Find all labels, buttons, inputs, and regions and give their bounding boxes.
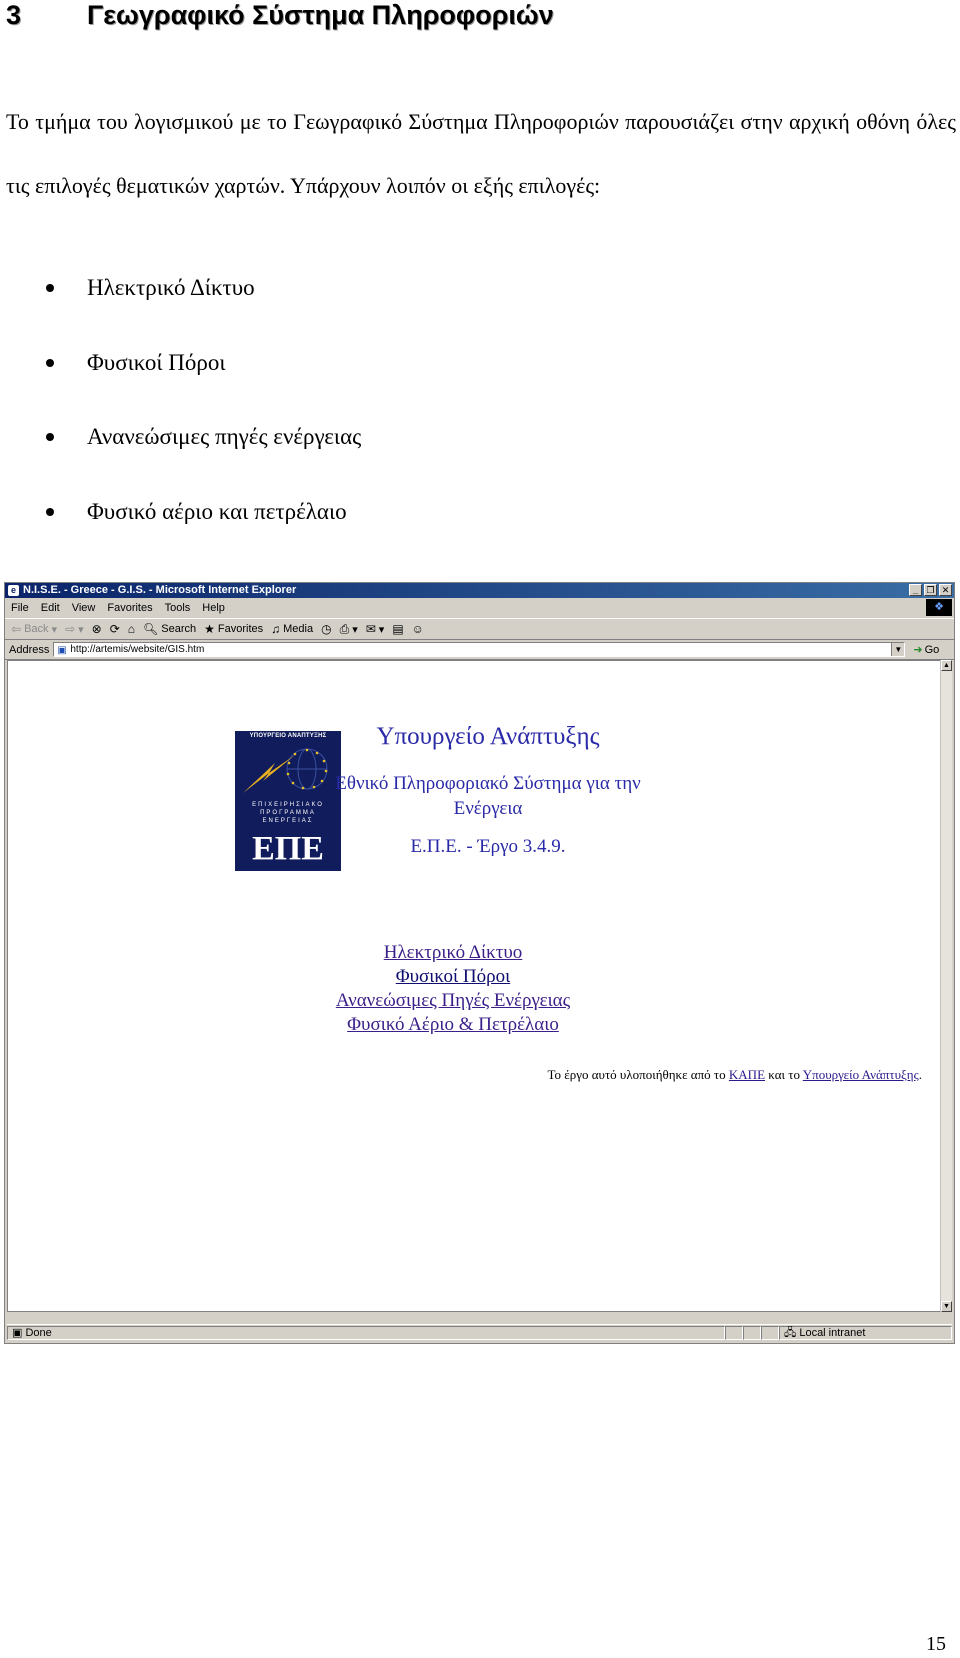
go-arrow-icon: ➜	[913, 644, 923, 656]
restore-icon[interactable]: ❐	[924, 584, 937, 596]
edit-button[interactable]	[392, 622, 403, 636]
scroll-down-icon[interactable]: ▼	[941, 1301, 952, 1312]
address-label: Address	[9, 643, 50, 656]
window-title: N.I.S.E. - Greece - G.I.S. - Microsoft Internet Explorer	[23, 584, 297, 596]
search-icon: 🔍︎	[143, 622, 159, 636]
logo-acronym: ΕΠΕ	[252, 830, 324, 867]
theme-links	[228, 941, 678, 1037]
site-title: Υπουργείο Ανάπτυξης	[376, 723, 600, 750]
zone-text: Local intranet	[799, 1327, 866, 1339]
forward-button[interactable]: ⇨ ▾	[65, 622, 84, 636]
printer-icon: ⎙	[339, 621, 350, 636]
section-heading	[6, 0, 554, 30]
link-natural-resources[interactable]: Φυσικοί Πόροι	[395, 966, 511, 987]
star-icon: ★	[204, 622, 215, 636]
section-title: Γεωγραφικό Σύστημα Πληροφοριών	[87, 0, 554, 30]
scroll-up-icon[interactable]: ▲	[941, 660, 952, 671]
browser-screenshot	[4, 582, 955, 1344]
menu-favorites[interactable]: Favorites	[107, 602, 153, 614]
logo-program-text: ΕΠΙΧΕΙΡΗΣΙΑΚΟ ΠΡΟΓΡΑΜΜΑ ΕΝΕΡΓΕΙΑΣ	[252, 802, 324, 824]
address-value: http://artemis/website/GIS.htm	[70, 644, 205, 655]
project-label: Ε.Π.Ε. - Έργο 3.4.9.	[410, 836, 566, 857]
menu-file[interactable]: File	[11, 602, 29, 614]
browser-toolbar	[5, 619, 954, 640]
back-button[interactable]: ⇦ Back ▾	[11, 622, 58, 636]
link-electric-grid[interactable]: Ηλεκτρικό Δίκτυο	[383, 942, 523, 963]
page-number: 15	[926, 1633, 946, 1655]
mail-button[interactable]: ✉ ▾	[365, 622, 385, 636]
section-number: 3	[6, 0, 22, 30]
back-arrow-icon: ⇦	[11, 622, 22, 636]
page-viewport	[7, 660, 941, 1312]
windows-logo-icon: ❖	[926, 599, 952, 616]
site-subtitle: Εθνικό Πληροφοριακό Σύστημα για την Ενέργεια	[335, 773, 641, 819]
link-renewable-energy[interactable]: Ανανεώσιμες Πηγές Ενέργειας	[335, 990, 571, 1011]
go-button[interactable]: ➜ Go	[913, 643, 940, 656]
minimize-icon[interactable]: _	[909, 584, 922, 596]
status-text-cell	[7, 1326, 725, 1340]
logo-ministry-text: ΥΠΟΥΡΓΕΙΟ ΑΝΑΠΤΥΞΗΣ	[249, 733, 327, 739]
mail-icon: ✉	[365, 622, 376, 636]
options-list	[0, 272, 361, 570]
print-button[interactable]: ⎙ ▾	[339, 621, 358, 636]
list-item: Φυσικοί Πόροι	[0, 347, 361, 422]
intranet-icon: 🖧︎	[784, 1327, 800, 1339]
intro-paragraph: Το τμήμα του λογισμικού με το Γεωγραφικό Σύστημα Πληροφοριών παρουσιάζει στην αρχική οθόνη όλες τις επιλογές θεματικών χαρτών. Υπάρχουν λοιπόν οι εξής επιλογές:	[6, 109, 956, 198]
list-item: Ανανεώσιμες πηγές ενέργειας	[0, 421, 361, 496]
link-ministry[interactable]: Υπουργείο Ανάπτυξης	[802, 1067, 919, 1082]
media-button[interactable]: ♫ Media	[271, 622, 314, 636]
user-icon: ☺	[411, 622, 424, 636]
credit-line: Το έργο αυτό υλοποιήθηκε από το ΚΑΠΕ και το Υπουργείο Ανάπτυξης.	[547, 1067, 922, 1082]
status-text: Done	[25, 1327, 52, 1339]
refresh-icon: ⟳	[109, 622, 120, 636]
status-bar	[7, 1324, 952, 1341]
menu-tools[interactable]: Tools	[164, 602, 191, 614]
menu-edit[interactable]: Edit	[40, 602, 60, 614]
refresh-button[interactable]	[110, 622, 120, 636]
forward-arrow-icon: ⇨	[65, 622, 76, 636]
document-icon: ▤	[392, 622, 404, 636]
page-icon: ▣	[57, 645, 67, 656]
browser-titlebar	[5, 583, 954, 598]
zone-cell	[779, 1326, 952, 1340]
stop-icon: ⊗	[91, 622, 102, 636]
stop-button[interactable]	[92, 622, 102, 636]
list-item: Ηλεκτρικό Δίκτυο	[0, 272, 361, 347]
link-kape[interactable]: ΚΑΠΕ	[728, 1067, 766, 1082]
menu-bar	[5, 598, 954, 619]
media-icon: ♫	[271, 622, 281, 636]
close-icon[interactable]: ✕	[939, 584, 952, 596]
home-icon: ⌂	[127, 622, 136, 636]
messenger-button[interactable]	[412, 622, 424, 636]
history-button[interactable]	[321, 622, 331, 636]
chevron-down-icon[interactable]: ▼	[891, 643, 904, 656]
menu-help[interactable]: Help	[202, 602, 225, 614]
search-button[interactable]: 🔍︎ Search	[143, 622, 197, 636]
ie-icon: e	[8, 585, 19, 596]
menu-view[interactable]: View	[71, 602, 96, 614]
address-input[interactable]	[53, 642, 905, 657]
vertical-scrollbar[interactable]	[940, 660, 952, 1312]
history-icon: ◷	[321, 622, 332, 636]
favorites-button[interactable]: ★ Favorites	[204, 622, 264, 636]
home-button[interactable]	[128, 622, 135, 636]
page-done-icon: ▣	[12, 1327, 26, 1339]
list-item: Φυσικό αέριο και πετρέλαιο	[0, 496, 361, 571]
link-gas-oil[interactable]: Φυσικό Αέριο & Πετρέλαιο	[347, 1014, 559, 1035]
address-bar	[5, 640, 954, 660]
